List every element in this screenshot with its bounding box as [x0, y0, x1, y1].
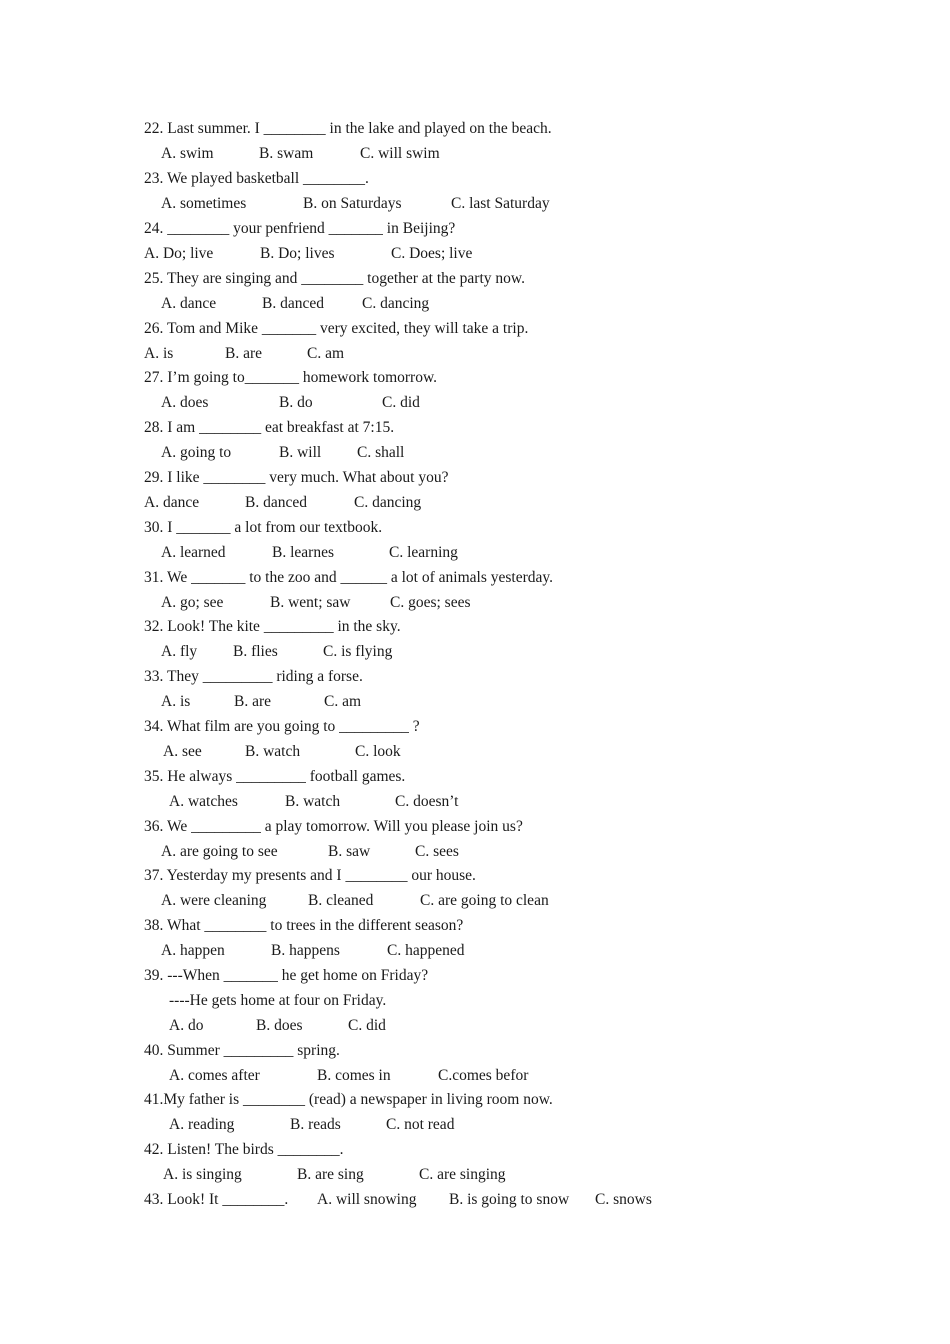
question-29: 29. I like ________ very much. What about you? [144, 469, 449, 486]
option-22-a: A. swim [161, 145, 214, 162]
option-23-c: C. last Saturday [451, 195, 550, 212]
option-30-b: B. learnes [272, 544, 334, 561]
question-24: 24. ________ your penfriend _______ in Beijing? [144, 220, 456, 237]
option-40-a: A. comes after [169, 1067, 260, 1084]
option-24-b: B. Do; lives [260, 245, 335, 262]
option-37-b: B. cleaned [308, 892, 374, 909]
option-34-c: C. look [355, 743, 401, 760]
option-24-c: C. Does; live [391, 245, 473, 262]
option-26-b: B. are [225, 345, 263, 362]
option-43-a: A. will snowing [317, 1191, 417, 1208]
option-34-a: A. see [163, 743, 202, 760]
option-33-c: C. am [324, 693, 362, 710]
question-25: 25. They are singing and ________ together at the party now. [144, 270, 525, 287]
option-40-c: C.comes befor [438, 1067, 529, 1084]
option-38-c: C. happened [387, 942, 465, 959]
question-40: 40. Summer _________ spring. [144, 1042, 340, 1059]
option-22-b: B. swam [259, 145, 314, 162]
question-41: 41.My father is ________ (read) a newspaper in living room now. [144, 1091, 553, 1108]
option-42-c: C. are singing [419, 1166, 506, 1183]
option-39-c: C. did [348, 1017, 386, 1034]
question-22: 22. Last summer. I ________ in the lake and played on the beach. [144, 120, 552, 137]
option-34-b: B. watch [245, 743, 301, 760]
option-32-b: B. flies [233, 643, 278, 660]
option-35-a: A. watches [169, 793, 238, 810]
option-39-b: B. does [256, 1017, 303, 1034]
question-42: 42. Listen! The birds ________. [144, 1141, 344, 1158]
question-30: 30. I _______ a lot from our textbook. [144, 519, 383, 536]
option-23-a: A. sometimes [161, 195, 247, 212]
option-29-a: A. dance [144, 494, 200, 511]
option-23-b: B. on Saturdays [303, 195, 402, 212]
question-39: 39. ---When _______ he get home on Friday? [144, 967, 429, 984]
option-29-c: C. dancing [354, 494, 422, 511]
option-30-a: A. learned [161, 544, 226, 561]
option-33-a: A. is [161, 693, 191, 710]
question-39-reply: ----He gets home at four on Friday. [169, 992, 387, 1009]
option-25-a: A. dance [161, 295, 217, 312]
question-31: 31. We _______ to the zoo and ______ a lot of animals yesterday. [144, 569, 553, 586]
option-43-c: C. snows [595, 1191, 652, 1208]
option-42-b: B. are sing [297, 1166, 364, 1183]
question-36: 36. We _________ a play tomorrow. Will you please join us? [144, 818, 523, 835]
option-31-a: A. go; see [161, 594, 224, 611]
option-37-c: C. are going to clean [420, 892, 549, 909]
option-41-c: C. not read [386, 1116, 455, 1133]
option-27-c: C. did [382, 394, 420, 411]
option-26-c: C. am [307, 345, 345, 362]
option-22-c: C. will swim [360, 145, 440, 162]
option-24-a: A. Do; live [144, 245, 214, 262]
question-43: 43. Look! It ________. [144, 1191, 289, 1208]
question-33: 33. They _________ riding a forse. [144, 668, 363, 685]
question-38: 38. What ________ to trees in the different season? [144, 917, 464, 934]
option-39-a: A. do [169, 1017, 204, 1034]
question-34: 34. What film are you going to _________ ? [144, 718, 420, 735]
option-35-b: B. watch [285, 793, 341, 810]
option-31-c: C. goes; sees [390, 594, 471, 611]
option-27-b: B. do [279, 394, 313, 411]
option-28-c: C. shall [357, 444, 405, 461]
option-28-b: B. will [279, 444, 322, 461]
question-23: 23. We played basketball ________. [144, 170, 369, 187]
option-30-c: C. learning [389, 544, 458, 561]
option-40-b: B. comes in [317, 1067, 391, 1084]
option-43-b: B. is going to snow [449, 1191, 570, 1208]
option-32-c: C. is flying [323, 643, 393, 660]
option-32-a: A. fly [161, 643, 198, 660]
option-36-a: A. are going to see [161, 843, 278, 860]
question-35: 35. He always _________ football games. [144, 768, 406, 785]
question-37: 37. Yesterday my presents and I ________ our house. [144, 867, 476, 884]
option-35-c: C. doesn’t [395, 793, 459, 810]
option-25-c: C. dancing [362, 295, 430, 312]
option-31-b: B. went; saw [270, 594, 351, 611]
option-41-b: B. reads [290, 1116, 341, 1133]
option-42-a: A. is singing [163, 1166, 242, 1183]
option-36-b: B. saw [328, 843, 371, 860]
question-32: 32. Look! The kite _________ in the sky. [144, 618, 401, 635]
option-28-a: A. going to [161, 444, 232, 461]
option-33-b: B. are [234, 693, 272, 710]
option-36-c: C. sees [415, 843, 459, 860]
option-29-b: B. danced [245, 494, 307, 511]
option-38-b: B. happens [271, 942, 340, 959]
question-26: 26. Tom and Mike _______ very excited, they will take a trip. [144, 320, 529, 337]
option-37-a: A. were cleaning [161, 892, 267, 909]
option-25-b: B. danced [262, 295, 324, 312]
question-28: 28. I am ________ eat breakfast at 7:15. [144, 419, 395, 436]
option-27-a: A. does [161, 394, 209, 411]
question-27: 27. I’m going to_______ homework tomorrow. [144, 369, 438, 386]
option-26-a: A. is [144, 345, 174, 362]
option-38-a: A. happen [161, 942, 225, 959]
option-41-a: A. reading [169, 1116, 235, 1133]
